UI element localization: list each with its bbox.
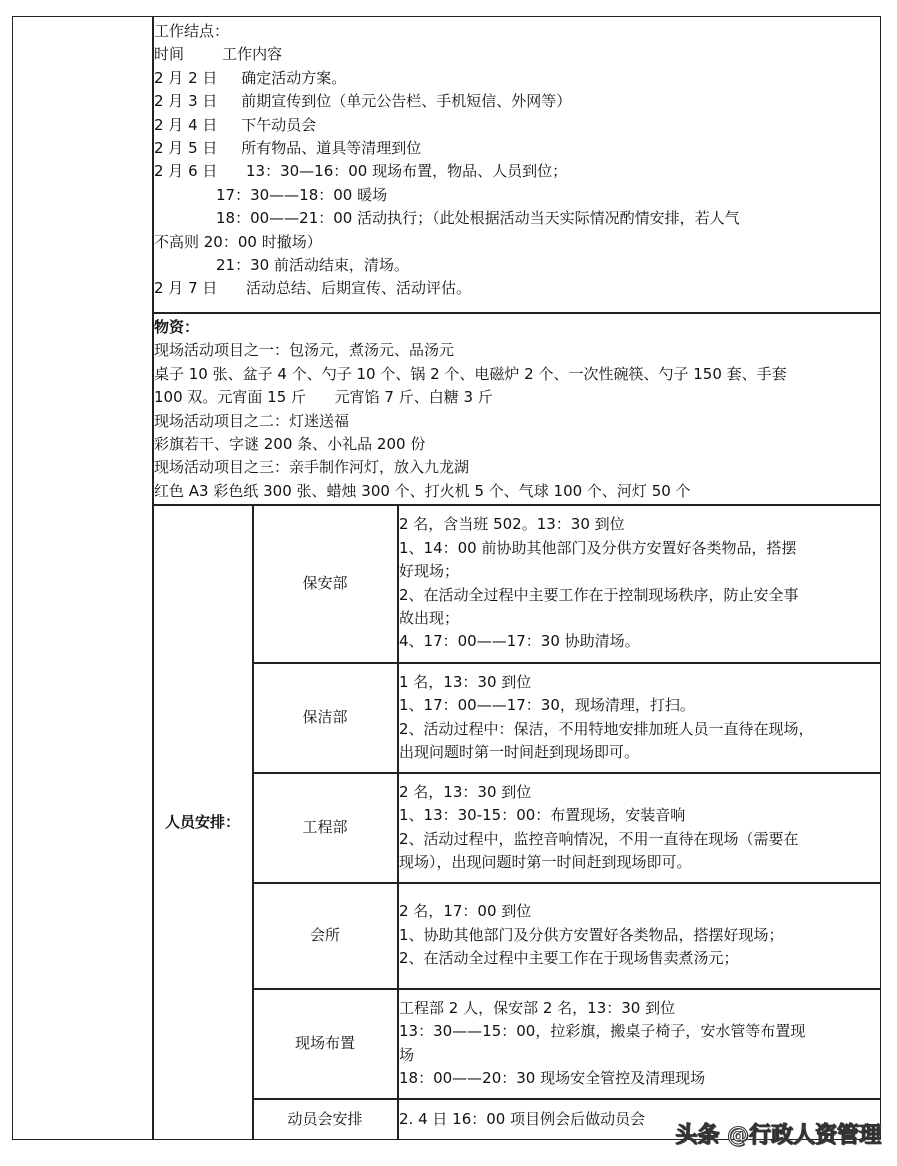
duty-line: 2、活动过程中：保洁，不用特地安排加班人员一直待在现场， xyxy=(399,719,814,738)
materials-line: 现场活动项目之二：灯迷送福 xyxy=(154,411,350,430)
duty-line: 2、在活动全过程中主要工作在于控制现场秩序，防止安全事 xyxy=(399,585,799,604)
duty-line: 2、活动过程中，监控音响情况，不用一直待在现场（需要在 xyxy=(399,829,799,848)
department-name: 保安部 xyxy=(302,573,348,592)
department-cell xyxy=(253,663,397,772)
staffing-label-text: 人员安排： xyxy=(164,812,240,831)
schedule-heading: 工作结点： xyxy=(154,22,230,40)
duty-line: 1、13：30-15：00：布置现场，安装音响 xyxy=(399,806,686,825)
duty-line: 出现问题时第一时间赶到现场即可。 xyxy=(399,742,640,761)
department-duties xyxy=(399,505,880,662)
schedule-line: 2 月 5 日 所有物品、道具等清理到位 xyxy=(154,139,422,158)
materials-section xyxy=(154,316,879,503)
department-duties xyxy=(399,883,880,988)
duty-line: 18：00——20：30 现场安全管控及清理现场 xyxy=(399,1068,706,1087)
materials-line: 红色 A3 彩色纸 300 张、蜡烛 300 个、打火机 5 个、气球 100 个、河灯 50 个 xyxy=(154,481,691,500)
department-duties xyxy=(399,989,880,1098)
schedule-header-row: 时间 工作内容 xyxy=(154,45,283,64)
duty-line: 故出现； xyxy=(399,608,460,627)
duty-line: 4、17：00——17：30 协助清场。 xyxy=(399,632,640,651)
duty-line: 2 名，含当班 502。13：30 到位 xyxy=(399,515,625,534)
schedule-line: 不高则 20：00 时撤场） xyxy=(154,232,322,251)
schedule-line: 17：30——18：00 暖场 xyxy=(154,185,388,204)
department-cell xyxy=(253,883,397,988)
department-name: 保洁部 xyxy=(302,707,348,726)
duty-line: 1、17：00——17：30，现场清理，打扫。 xyxy=(399,696,695,715)
materials-line: 现场活动项目之一：包汤元，煮汤元、品汤元 xyxy=(154,341,455,360)
duty-line: 1、协助其他部门及分供方安置好各类物品，搭摆好现场； xyxy=(399,925,784,944)
department-duties xyxy=(399,773,880,882)
row-divider-schedule xyxy=(152,312,881,314)
schedule-line: 2 月 3 日 前期宣传到位（单元公告栏、手机短信、外网等） xyxy=(154,92,572,111)
schedule-line: 2 月 6 日 13：30—16：00 现场布置，物品、人员到位； xyxy=(154,162,568,181)
duty-line: 场 xyxy=(399,1045,415,1064)
department-cell xyxy=(253,505,397,662)
department-cell xyxy=(253,773,397,882)
materials-line: 现场活动项目之三：亲手制作河灯，放入九龙湖 xyxy=(154,458,470,477)
duty-line: 13：30——15：00，拉彩旗，搬桌子椅子，安水管等布置现 xyxy=(399,1022,806,1041)
department-name: 会所 xyxy=(309,925,340,944)
duty-line: 工程部 2 人，保安部 2 名，13：30 到位 xyxy=(399,998,676,1017)
department-name: 现场布置 xyxy=(294,1033,355,1052)
department-cell xyxy=(253,989,397,1098)
duty-line: 2. 4 日 16：00 项目例会后做动员会 xyxy=(399,1109,646,1128)
materials-heading: 物资： xyxy=(154,318,200,336)
schedule-line: 21：30 前活动结束，清场。 xyxy=(154,256,409,275)
materials-line: 彩旗若干、字谜 200 条、小礼品 200 份 xyxy=(154,435,426,454)
duty-line: 2、在活动全过程中主要工作在于现场售卖煮汤元； xyxy=(399,949,739,968)
watermark: 头条 @行政人资管理 xyxy=(675,1123,881,1148)
department-duties xyxy=(399,663,880,772)
schedule-line: 2 月 2 日 确定活动方案。 xyxy=(154,68,347,87)
materials-line: 100 双。元宵面 15 斤 元宵馅 7 斤、白糖 3 斤 xyxy=(154,388,493,407)
department-cell xyxy=(253,1099,397,1140)
materials-line: 桌子 10 张、盆子 4 个、勺子 10 个、锅 2 个、电磁炉 2 个、一次性碗筷、勺子 150 套、手套 xyxy=(154,364,787,383)
schedule-line: 2 月 4 日 下午动员会 xyxy=(154,115,317,134)
staffing-label xyxy=(153,505,252,1140)
department-name: 动员会安排 xyxy=(287,1109,363,1128)
duty-line: 好现场； xyxy=(399,562,460,581)
duty-line: 1 名，13：30 到位 xyxy=(399,672,532,691)
duty-line: 2 名，17：00 到位 xyxy=(399,902,532,921)
schedule-line: 18：00——21：00 活动执行；（此处根据活动当天实际情况酌情安排，若人气 xyxy=(154,209,740,228)
duty-line: 1、14：00 前协助其他部门及分供方安置好各类物品，搭摆 xyxy=(399,538,797,557)
schedule-section xyxy=(154,20,879,301)
schedule-line: 2 月 7 日 活动总结、后期宣传、活动评估。 xyxy=(154,279,472,298)
duty-line: 现场），出现问题时第一时间赶到现场即可。 xyxy=(399,852,692,871)
department-name: 工程部 xyxy=(302,817,348,836)
duty-line: 2 名，13：30 到位 xyxy=(399,782,532,801)
